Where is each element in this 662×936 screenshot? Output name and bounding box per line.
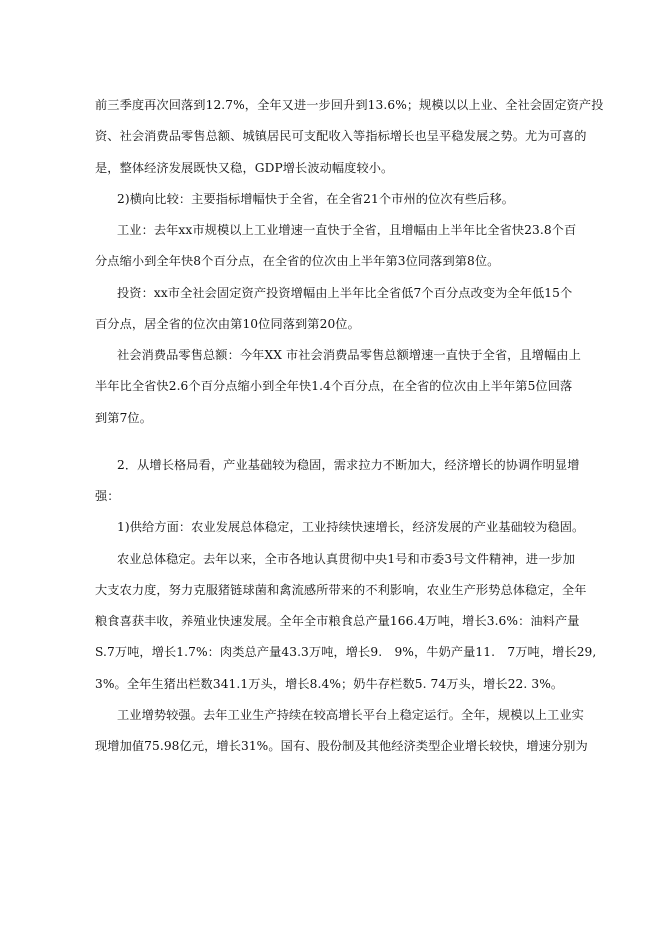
text-line: 半年比全省快2.6个百分点缩小到全年快1.4个百分点，在全省的位次由上半年第5位回落	[95, 379, 573, 394]
text-line: 投资：xx市全社会固定资产投资增幅由上半年比全省低7个百分点改变为全年低15个	[117, 285, 573, 300]
text-line: 2．从增长格局看，产业基础较为稳固，需求拉力不断加大，经济增长的协调作明显增	[117, 457, 580, 472]
text-line: 现增加值75.98亿元，增长31%。国有、股份制及其他经济类型企业增长较快，增速分别为	[95, 739, 588, 753]
text-line: 工业：去年xx市规模以上工业增速一直快于全省，且增幅由上半年比全省快23.8个百	[117, 223, 577, 237]
text-line: 分点缩小到全年快8个百分点，在全省的位次由上半年第3位同落到第8位。	[95, 254, 500, 269]
text-line: 粮食喜获丰收，养殖业快速发展。全年全市粮食总产量166.4万吨，增长3.6%：油料产量	[95, 614, 580, 628]
document-page	[95, 95, 604, 767]
text-line: 社会消费品零售总额：今年XX 市社会消费品零售总额增速一直快于全省，且增幅由上	[117, 348, 581, 362]
text-line: 资、社会消费品零售总额、城镇居民可支配收入等指标增长也呈平稳发展之势。尤为可喜的	[95, 129, 587, 144]
text-line: 到第7位。	[95, 410, 153, 425]
text-line: 是，整体经济发展既快又稳，GDP增长波动幅度较小。	[95, 160, 394, 175]
text-line: 百分点，居全省的位次由第10位同落到第20位。	[95, 316, 360, 331]
text-line: 大支农力度，努力克服猪链球菌和禽流感所带来的不利影响，农业生产形势总体稳定，全年	[95, 582, 587, 597]
text-line: 3%。全年生猪出栏数341.1万头，增长8.4%；奶牛存栏数5. 74万头，增长22. 3%。	[95, 676, 564, 691]
text-line: 1)供给方面：农业发展总体稳定，工业持续快速增长，经济发展的产业基础较为稳固。	[117, 520, 585, 535]
paragraph-gap	[95, 439, 573, 455]
text-line: 前三季度再次回落到12.7%，全年又进一步回升到13.6%；规模以以上业、全社会固定资产投	[95, 98, 604, 112]
text-line: 强：	[95, 489, 120, 503]
text-line: S.7万吨，增长1.7%：肉类总产量43.3万吨，增长9. 9%，牛奶产量11. 7万吨，增长29,	[95, 645, 597, 660]
text-line: 工业增势较强。去年工业生产持续在较高增长平台上稳定运行。全年，规模以上工业实	[117, 707, 584, 722]
text-line: 农业总体稳定。去年以来，全市各地认真贯彻中央1号和市委3号文件精神，进一步加	[117, 551, 576, 566]
text-line: 2)横向比较：主要指标增幅快于全省，在全省21个市州的位次有些后移。	[117, 191, 515, 206]
